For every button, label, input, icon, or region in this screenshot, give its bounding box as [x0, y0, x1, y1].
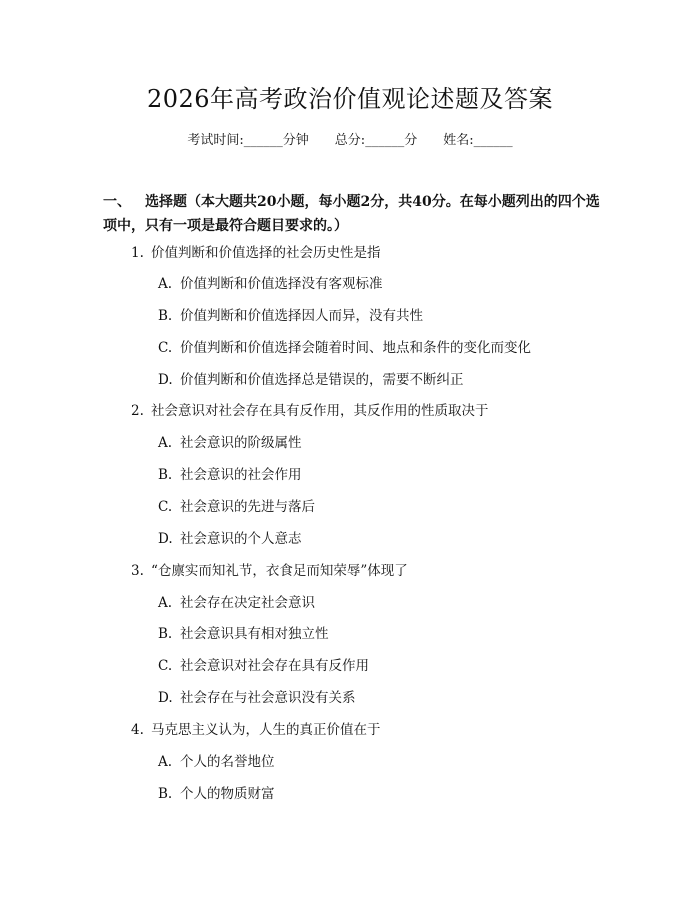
- time-blank: ______: [243, 133, 283, 148]
- option-text: 价值判断和价值选择总是错误的，需要不断纠正: [180, 372, 464, 388]
- question-stem: “仓廪实而知礼节，衣食足而知荣辱”体现了: [151, 563, 408, 579]
- time-label: 考试时间:: [187, 133, 244, 148]
- question-number: 1.: [131, 245, 144, 261]
- option-text: 价值判断和价值选择没有客观标准: [180, 276, 383, 292]
- option-label: C.: [158, 340, 173, 356]
- option-label: A.: [158, 754, 173, 770]
- time-unit: 分钟: [282, 133, 309, 148]
- option-text: 个人的物质财富: [180, 786, 275, 802]
- question-stem: 社会意识对社会存在具有反作用，其反作用的性质取决于: [151, 403, 489, 419]
- option-4b: [158, 784, 275, 804]
- option-text: 社会存在与社会意识没有关系: [180, 690, 356, 706]
- question-4: [131, 720, 381, 740]
- question-stem: 价值判断和价值选择的社会历史性是指: [151, 245, 381, 261]
- option-label: C.: [158, 499, 173, 515]
- option-text: 社会意识对社会存在具有反作用: [180, 658, 369, 674]
- question-number: 2.: [131, 403, 144, 419]
- option-label: B.: [158, 626, 173, 642]
- option-2a: [158, 433, 302, 453]
- option-text: 社会存在决定社会意识: [180, 595, 315, 611]
- option-3d: [158, 688, 356, 708]
- name-blank: ______: [473, 133, 513, 148]
- option-1a: [158, 274, 383, 294]
- option-text: 社会意识的社会作用: [180, 467, 302, 483]
- option-2d: [158, 529, 302, 549]
- option-label: A.: [158, 276, 173, 292]
- option-4a: [158, 752, 275, 772]
- section-number: 一、: [103, 194, 131, 210]
- name-label: 姓名:: [443, 133, 474, 148]
- option-text: 价值判断和价值选择会随着时间、地点和条件的变化而变化: [180, 340, 531, 356]
- option-text: 价值判断和价值选择因人而异，没有共性: [180, 308, 423, 324]
- score-unit: 分: [404, 133, 418, 148]
- option-label: A.: [158, 435, 173, 451]
- option-2c: [158, 497, 315, 517]
- option-text: 社会意识的先进与落后: [180, 499, 315, 515]
- score-blank: ______: [365, 133, 405, 148]
- option-label: A.: [158, 595, 173, 611]
- option-text: 社会意识的个人意志: [180, 531, 302, 547]
- question-stem: 马克思主义认为，人生的真正价值在于: [151, 722, 381, 738]
- option-3b: [158, 624, 329, 644]
- option-text: 社会意识的阶级属性: [180, 435, 302, 451]
- question-number: 4.: [131, 722, 144, 738]
- option-text: 个人的名誉地位: [180, 754, 275, 770]
- question-number: 3.: [131, 563, 144, 579]
- exam-info: [0, 131, 700, 151]
- option-label: D.: [158, 690, 173, 706]
- score-label: 总分:: [334, 133, 366, 148]
- option-label: B.: [158, 308, 173, 324]
- question-1: [131, 243, 381, 263]
- option-2b: [158, 465, 302, 485]
- option-label: C.: [158, 658, 173, 674]
- question-2: [131, 401, 489, 421]
- option-label: D.: [158, 372, 173, 388]
- option-text: 社会意识具有相对独立性: [180, 626, 329, 642]
- option-3c: [158, 656, 369, 676]
- page-title: 2026年高考政治价值观论述题及答案: [146, 85, 554, 113]
- option-label: B.: [158, 467, 173, 483]
- option-1c: [158, 338, 531, 358]
- option-1b: [158, 306, 423, 326]
- option-label: D.: [158, 531, 173, 547]
- option-3a: [158, 593, 315, 613]
- option-label: B.: [158, 786, 173, 802]
- section-heading: [103, 190, 603, 238]
- option-1d: [158, 370, 464, 390]
- section-instructions: 选择题（本大题共20小题，每小题2分，共40分。在每小题列出的四个选项中，只有一项是最符合题目要求的。）: [103, 194, 600, 234]
- question-3: [131, 561, 408, 581]
